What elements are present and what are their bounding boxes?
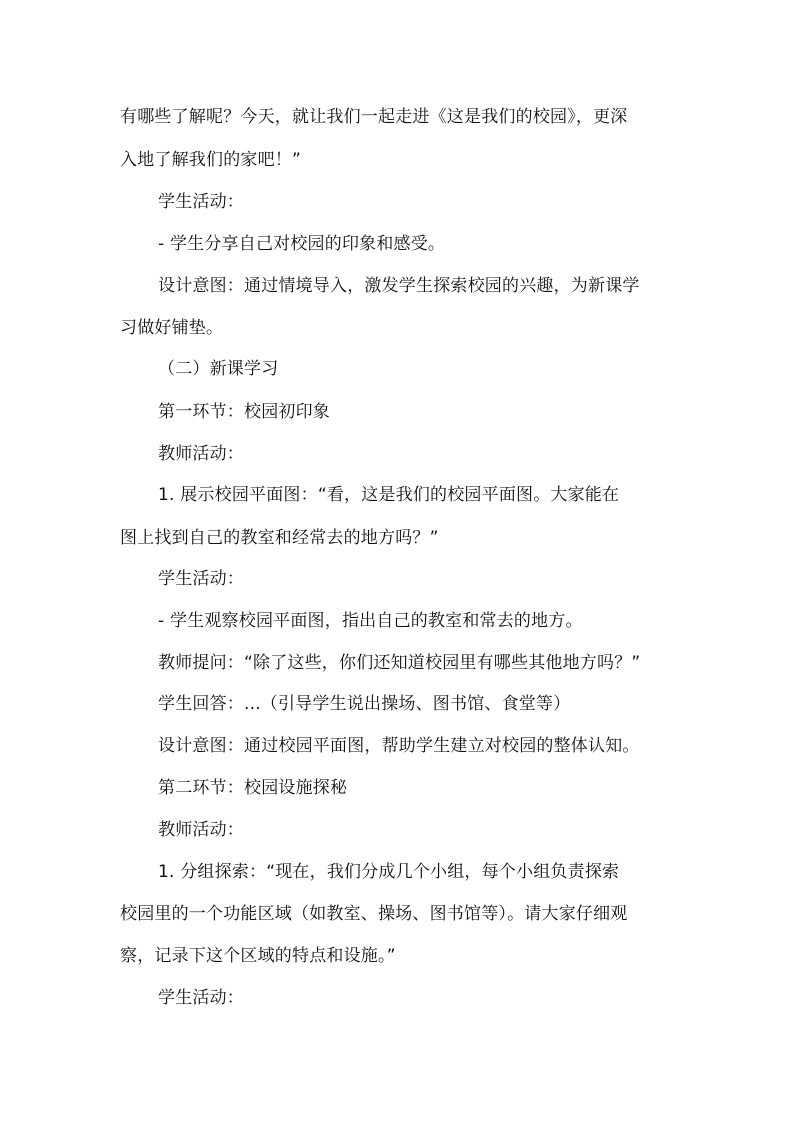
teacher-question-line: 教师提问：“除了这些，你们还知道校园里有哪些其他地方吗？” (158, 653, 641, 673)
teacher-activity-item: 1. 分组探索：“现在，我们分成几个小组，每个小组负责探索 (158, 862, 620, 882)
section-label-student-activity: 学生活动： (158, 192, 244, 212)
teacher-activity-continuation: 校园里的一个功能区域（如教室、操场、图书馆等）。请大家仔细观 (120, 904, 628, 924)
design-intent-line: 设计意图：通过情境导入，激发学生探索校园的兴趣，为新课学 (158, 276, 640, 296)
section-label-student-activity: 学生活动： (158, 988, 244, 1008)
subsection-heading-first: 第一环节：校园初印象 (158, 402, 330, 422)
design-intent-line: 设计意图：通过校园平面图，帮助学生建立对校园的整体认知。 (158, 736, 640, 756)
design-intent-continuation: 习做好铺垫。 (120, 318, 224, 338)
subsection-heading-second: 第二环节：校园设施探秘 (158, 778, 348, 798)
teacher-activity-continuation: 图上找到自己的教室和经常去的地方吗？” (120, 528, 439, 548)
teacher-activity-continuation: 察，记录下这个区域的特点和设施。” (120, 946, 396, 966)
section-label-teacher-activity: 教师活动： (158, 820, 244, 840)
paragraph-line: 入地了解我们的家吧！” (120, 150, 302, 170)
teacher-activity-item: 1. 展示校园平面图：“看，这是我们的校园平面图。大家能在 (158, 485, 620, 505)
student-activity-item: - 学生观察校园平面图，指出自己的教室和常去的地方。 (158, 611, 583, 631)
section-heading-new-lesson: （二）新课学习 (158, 359, 279, 379)
paragraph-line: 有哪些了解呢？今天，就让我们一起走进《这是我们的校园》，更深 (120, 107, 628, 127)
student-activity-item: - 学生分享自己对校园的印象和感受。 (158, 234, 446, 254)
student-answer-line: 学生回答：...（引导学生说出操场、图书馆、食堂等） (158, 694, 571, 714)
section-label-student-activity: 学生活动： (158, 569, 244, 589)
section-label-teacher-activity: 教师活动： (158, 444, 244, 464)
